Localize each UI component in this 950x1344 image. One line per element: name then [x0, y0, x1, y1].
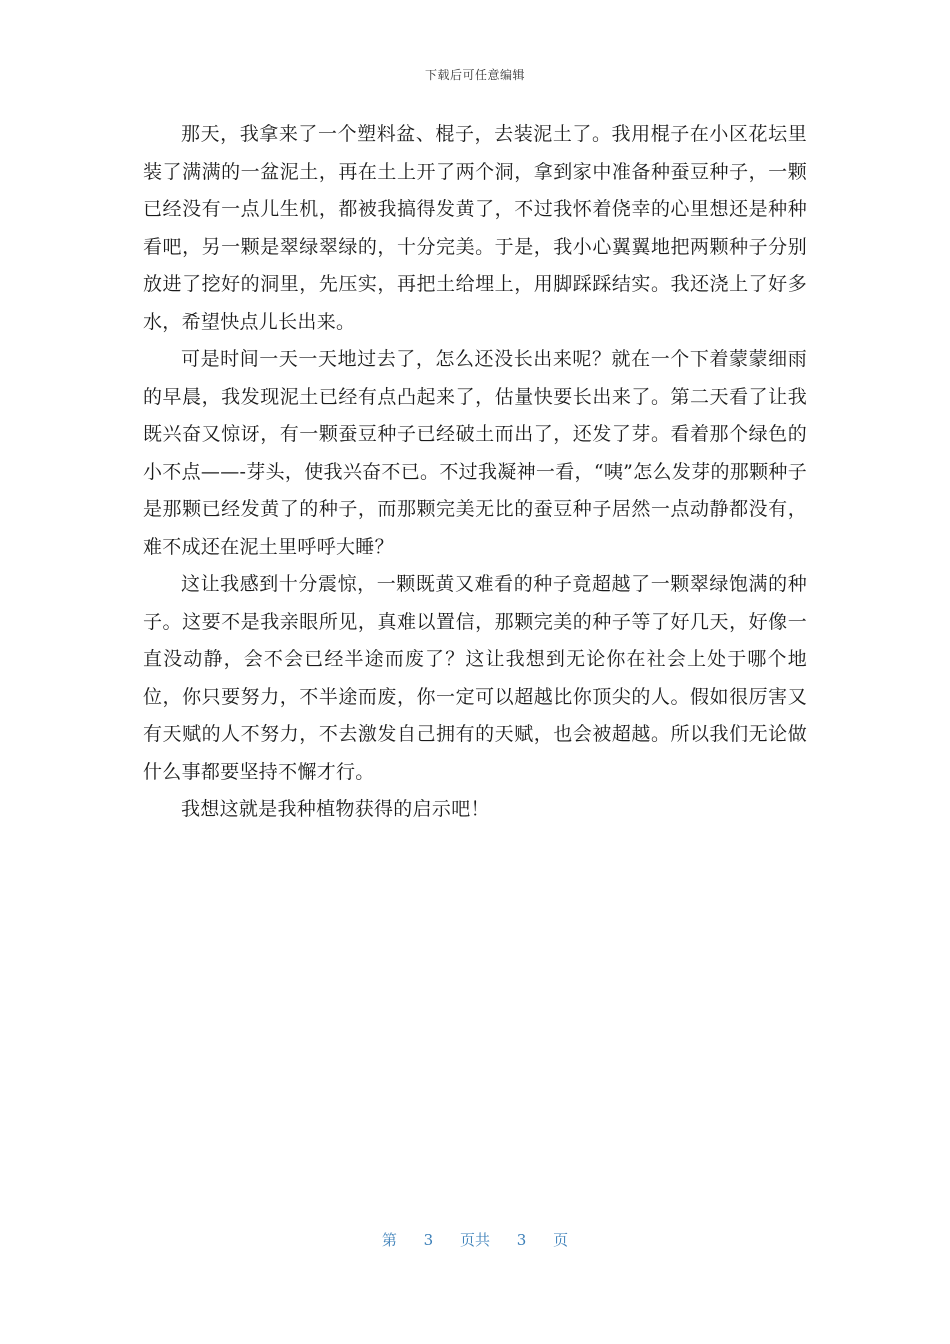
paragraph-3: 这让我感到十分震惊，一颗既黄又难看的种子竟超越了一颗翠绿饱满的种子。这要不是我亲眼所见，真难以置信，那颗完美的种子等了好几天，好像一直没动静，会不会已经半途而废了？这让我想到无论你在社会上处于哪个地位，你只要努力，不半途而废，你一定可以超越比你顶尖的人。假如很厉害又有天赋的人不努力，不去激发自己拥有的天赋，也会被超越。所以我们无论做什么事都要坚持不懈才行。 — [143, 573, 807, 783]
page-header: 下载后可任意编辑 — [424, 68, 525, 82]
page-footer — [0, 1229, 950, 1250]
paragraph-4: 我想这就是我种植物获得的启示吧！ — [181, 798, 490, 820]
paragraph-2: 可是时间一天一天地过去了，怎么还没长出来呢？就在一个下着蒙蒙细雨的早晨，我发现泥土已经有点凸起来了，估量快要长出来了。第二天看了让我既兴奋又惊讶，有一颗蚕豆种子已经破土而出了，还发了芽。看着那个绿色的小不点——-芽头，使我兴奋不已。不过我凝神一看，“咦”怎么发芽的那颗种子是那颗已经发黄了的种子，而那颗完美无比的蚕豆种子居然一点动静都没有，难不成还在泥土里呼呼大睡？ — [143, 348, 807, 558]
current-page-number: 3 — [423, 1231, 434, 1249]
page-label-middle: 页共 — [459, 1231, 490, 1249]
document-body — [143, 116, 807, 829]
page-label-suffix: 页 — [553, 1231, 569, 1249]
paragraph-1: 那天，我拿来了一个塑料盆、棍子，去装泥土了。我用棍子在小区花坛里装了满满的一盆泥土，再在土上开了两个洞，拿到家中准备种蚕豆种子，一颗已经没有一点儿生机，都被我搞得发黄了，不过我怀着侥幸的心里想还是种种看吧，另一颗是翠绿翠绿的，十分完美。于是，我小心翼翼地把两颗种子分别放进了挖好的洞里，先压实，再把土给埋上，用脚踩踩结实。我还浇上了好多水，希望快点儿长出来。 — [143, 123, 807, 333]
page-label-prefix: 第 — [381, 1231, 397, 1249]
total-pages-number: 3 — [516, 1231, 527, 1249]
